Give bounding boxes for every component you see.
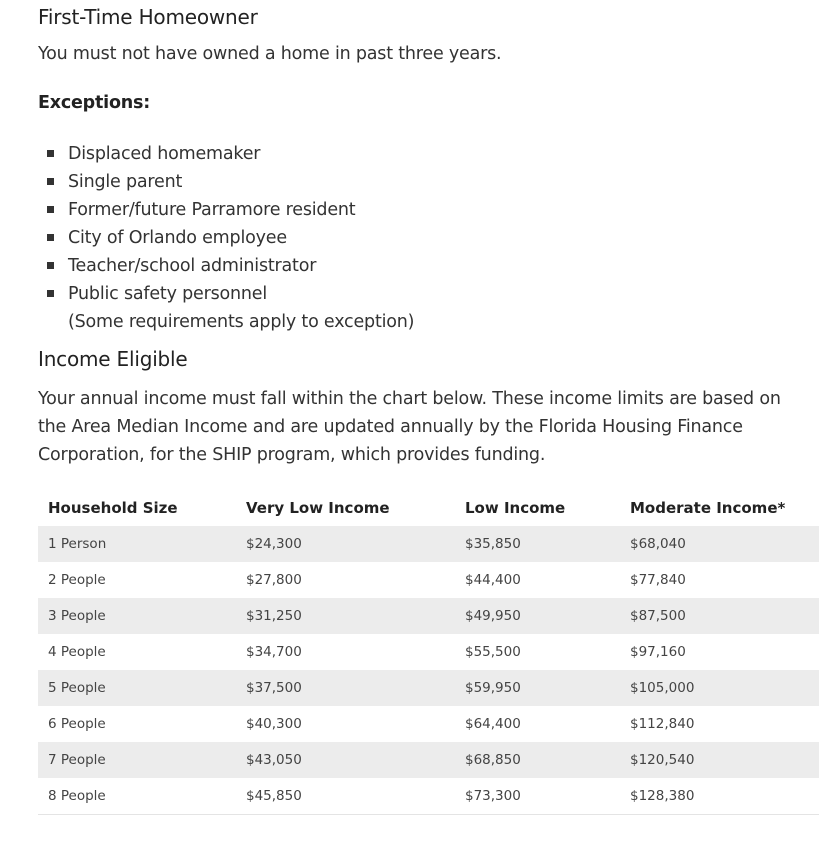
cell-very-low-income: $43,050 <box>236 742 455 778</box>
table-row <box>38 778 819 815</box>
cell-very-low-income: $34,700 <box>246 644 302 660</box>
header-low-income: Low Income <box>465 499 566 517</box>
cell-very-low-income: $24,300 <box>236 526 455 562</box>
income-heading: Income Eligible <box>38 347 188 371</box>
square-bullet-icon <box>47 178 54 185</box>
table-row <box>38 742 819 778</box>
cell-low-income: $64,400 <box>465 716 521 732</box>
exception-label: Former/future Parramore resident <box>68 200 356 220</box>
cell-household-size: 6 People <box>48 716 106 732</box>
cell-household-size: 1 Person <box>38 526 236 562</box>
exception-label: City of Orlando employee <box>68 228 287 248</box>
first-time-heading: First-Time Homeowner <box>38 5 258 29</box>
table-header-row <box>38 490 819 526</box>
cell-low-income: $49,950 <box>455 598 620 634</box>
header-moderate-income: Moderate Income* <box>630 499 786 517</box>
table-row <box>38 706 819 742</box>
exception-note-text: (Some requirements apply to exception) <box>68 312 415 332</box>
list-item <box>38 140 414 168</box>
table-row <box>38 670 819 706</box>
table-row <box>38 634 819 670</box>
cell-household-size: 4 People <box>48 644 106 660</box>
cell-household-size: 5 People <box>38 670 236 706</box>
cell-household-size: 8 People <box>38 778 236 815</box>
exception-label: Single parent <box>68 172 183 192</box>
cell-moderate-income: $105,000 <box>620 670 819 706</box>
cell-moderate-income: $128,380 <box>620 778 819 815</box>
exception-label: Public safety personnel <box>68 284 268 304</box>
cell-very-low-income: $37,500 <box>236 670 455 706</box>
cell-moderate-income: $87,500 <box>620 598 819 634</box>
first-time-text: You must not have owned a home in past three years. <box>38 44 502 64</box>
cell-very-low-income: $45,850 <box>236 778 455 815</box>
income-table <box>38 490 819 815</box>
cell-household-size: 3 People <box>38 598 236 634</box>
square-bullet-icon <box>47 206 54 213</box>
cell-very-low-income: $31,250 <box>236 598 455 634</box>
cell-low-income: $68,850 <box>455 742 620 778</box>
exception-note <box>38 308 414 336</box>
income-text: Your annual income must fall within the chart below. These income limits are based on the Area Median Income and are updated annually by the Florida Housing Finance Corporation, for the SHIP program, which provides funding. <box>38 389 781 465</box>
cell-moderate-income: $112,840 <box>630 716 695 732</box>
square-bullet-icon <box>47 234 54 241</box>
header-very-low-income: Very Low Income <box>246 499 390 517</box>
exceptions-list <box>38 140 414 336</box>
cell-moderate-income: $120,540 <box>620 742 819 778</box>
cell-moderate-income: $97,160 <box>630 644 686 660</box>
list-item <box>38 252 414 280</box>
cell-household-size: 2 People <box>48 572 106 588</box>
cell-moderate-income: $68,040 <box>620 526 819 562</box>
exception-label: Displaced homemaker <box>68 144 261 164</box>
cell-very-low-income: $27,800 <box>246 572 302 588</box>
square-bullet-icon <box>47 262 54 269</box>
list-item <box>38 224 414 252</box>
table-row <box>38 526 819 562</box>
list-item <box>38 168 414 196</box>
square-bullet-icon <box>47 150 54 157</box>
exceptions-heading: Exceptions: <box>38 93 151 113</box>
list-item <box>38 196 414 224</box>
cell-household-size: 7 People <box>38 742 236 778</box>
cell-very-low-income: $40,300 <box>246 716 302 732</box>
list-item <box>38 280 414 308</box>
exception-label: Teacher/school administrator <box>68 256 317 276</box>
header-household-size: Household Size <box>48 499 178 517</box>
cell-low-income: $59,950 <box>455 670 620 706</box>
square-bullet-icon <box>47 290 54 297</box>
cell-low-income: $73,300 <box>455 778 620 815</box>
cell-low-income: $55,500 <box>465 644 521 660</box>
table-row <box>38 598 819 634</box>
cell-low-income: $35,850 <box>455 526 620 562</box>
table-row <box>38 562 819 598</box>
cell-moderate-income: $77,840 <box>630 572 686 588</box>
cell-low-income: $44,400 <box>465 572 521 588</box>
